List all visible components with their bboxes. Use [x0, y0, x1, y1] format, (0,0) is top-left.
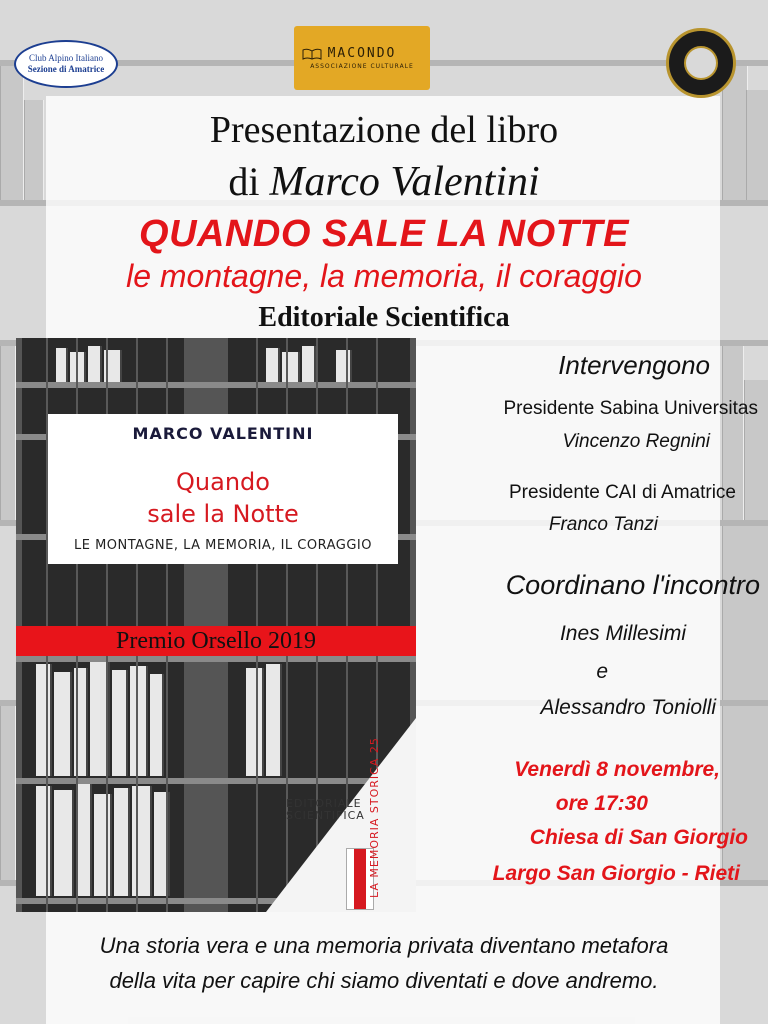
- speakers-heading: Intervengono: [558, 350, 710, 380]
- cover-title: [48, 466, 398, 530]
- footer-line1: Una storia vera e una memoria privata diventano metafora: [99, 933, 669, 958]
- cover-series: LA MEMORIA STORICA 25: [368, 737, 381, 898]
- event-venue: Chiesa di San Giorgio: [529, 826, 748, 849]
- speaker-1-role: Presidente Sabina Universitas: [503, 398, 758, 419]
- footer-line2: della vita per capire chi siamo diventati e dove andremo.: [109, 968, 659, 993]
- event-date: Venerdì 8 novembre,: [514, 758, 720, 781]
- author-name: Marco Valentini: [269, 159, 540, 205]
- macondo-logo: [294, 26, 430, 90]
- sabina-universitas-logo: [666, 28, 736, 98]
- cover-subtitle: LE MONTAGNE, LA MEMORIA, IL CORAGGIO: [73, 538, 372, 553]
- award-band: Premio Orsello 2019: [16, 626, 416, 656]
- cai-logo: [14, 40, 118, 88]
- book-title: QUANDO SALE LA NOTTE: [139, 213, 629, 255]
- cover-publisher-line2: SCIENTIFICA: [286, 809, 365, 822]
- cover-title-card: [48, 414, 398, 564]
- macondo-subtitle: ASSOCIAZIONE CULTURALE: [310, 63, 414, 70]
- cover-author: MARCO VALENTINI: [132, 424, 314, 443]
- open-book-icon: [302, 48, 322, 60]
- speaker-2-name: Franco Tanzi: [548, 514, 658, 535]
- macondo-name: MACONDO: [327, 46, 397, 61]
- footer-quote: [0, 928, 768, 998]
- author-line: [0, 158, 768, 206]
- cai-logo-line1: Club Alpino Italiano: [29, 53, 103, 63]
- cai-logo-line2: Sezione di Amatrice: [27, 64, 105, 74]
- intro-line: Presentazione del libro: [209, 109, 559, 151]
- publisher-name: Editoriale Scientifica: [258, 302, 510, 333]
- book-subtitle: le montagne, la memoria, il coraggio: [126, 258, 642, 294]
- event-time: ore 17:30: [555, 792, 648, 815]
- coordinator-1: Ines Millesimi: [559, 622, 686, 645]
- cover-publisher: [286, 798, 365, 822]
- cover-title-line2: sale la Notte: [147, 500, 299, 528]
- cover-title-line1: Quando: [176, 468, 270, 496]
- coordinators-heading: Coordinano l'incontro: [505, 570, 760, 600]
- event-address: Largo San Giorgio - Rieti: [492, 862, 740, 885]
- speaker-2-role: Presidente CAI di Amatrice: [508, 482, 736, 503]
- coordinator-2: Alessandro Toniolli: [540, 696, 716, 719]
- coordinator-conjunction: e: [596, 660, 608, 683]
- book-cover: [16, 338, 416, 912]
- author-prefix: di: [228, 159, 260, 204]
- speaker-1-name: Vincenzo Regnini: [562, 431, 710, 452]
- university-seal-icon: [684, 46, 718, 80]
- cover-publisher-line1: EDITORIALE: [286, 797, 362, 810]
